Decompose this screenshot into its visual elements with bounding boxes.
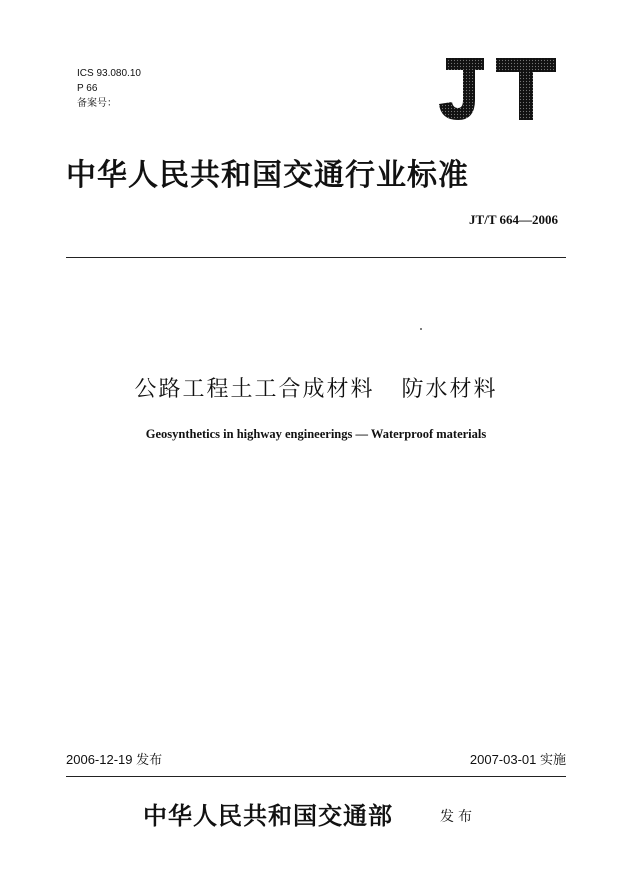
document-title-english: Geosynthetics in highway engineerings — Waterproof materials (145, 427, 487, 441)
issue-date: 2006-12-19 发布 (66, 752, 163, 767)
speck (420, 328, 422, 330)
issue-label: 发布 (440, 809, 476, 825)
ccs-code: P 66 (77, 83, 98, 94)
metadata-block (77, 66, 141, 111)
ics-code: ICS 93.080.10 (77, 68, 141, 79)
implementation-date: 2007-03-01 实施 (469, 752, 566, 767)
jt-logo (438, 56, 558, 122)
standard-code: JT/T 664—2006 (469, 212, 558, 227)
issuing-authority: 中华人民共和国交通部 (143, 801, 393, 830)
bottom-divider (66, 776, 566, 777)
record-number: 备案号： (77, 98, 117, 109)
standard-category-title: 中华人民共和国交通行业标准 (66, 158, 469, 193)
document-title-chinese: 公路工程土工合成材料 防水材料 (134, 377, 498, 402)
top-divider (66, 257, 566, 258)
